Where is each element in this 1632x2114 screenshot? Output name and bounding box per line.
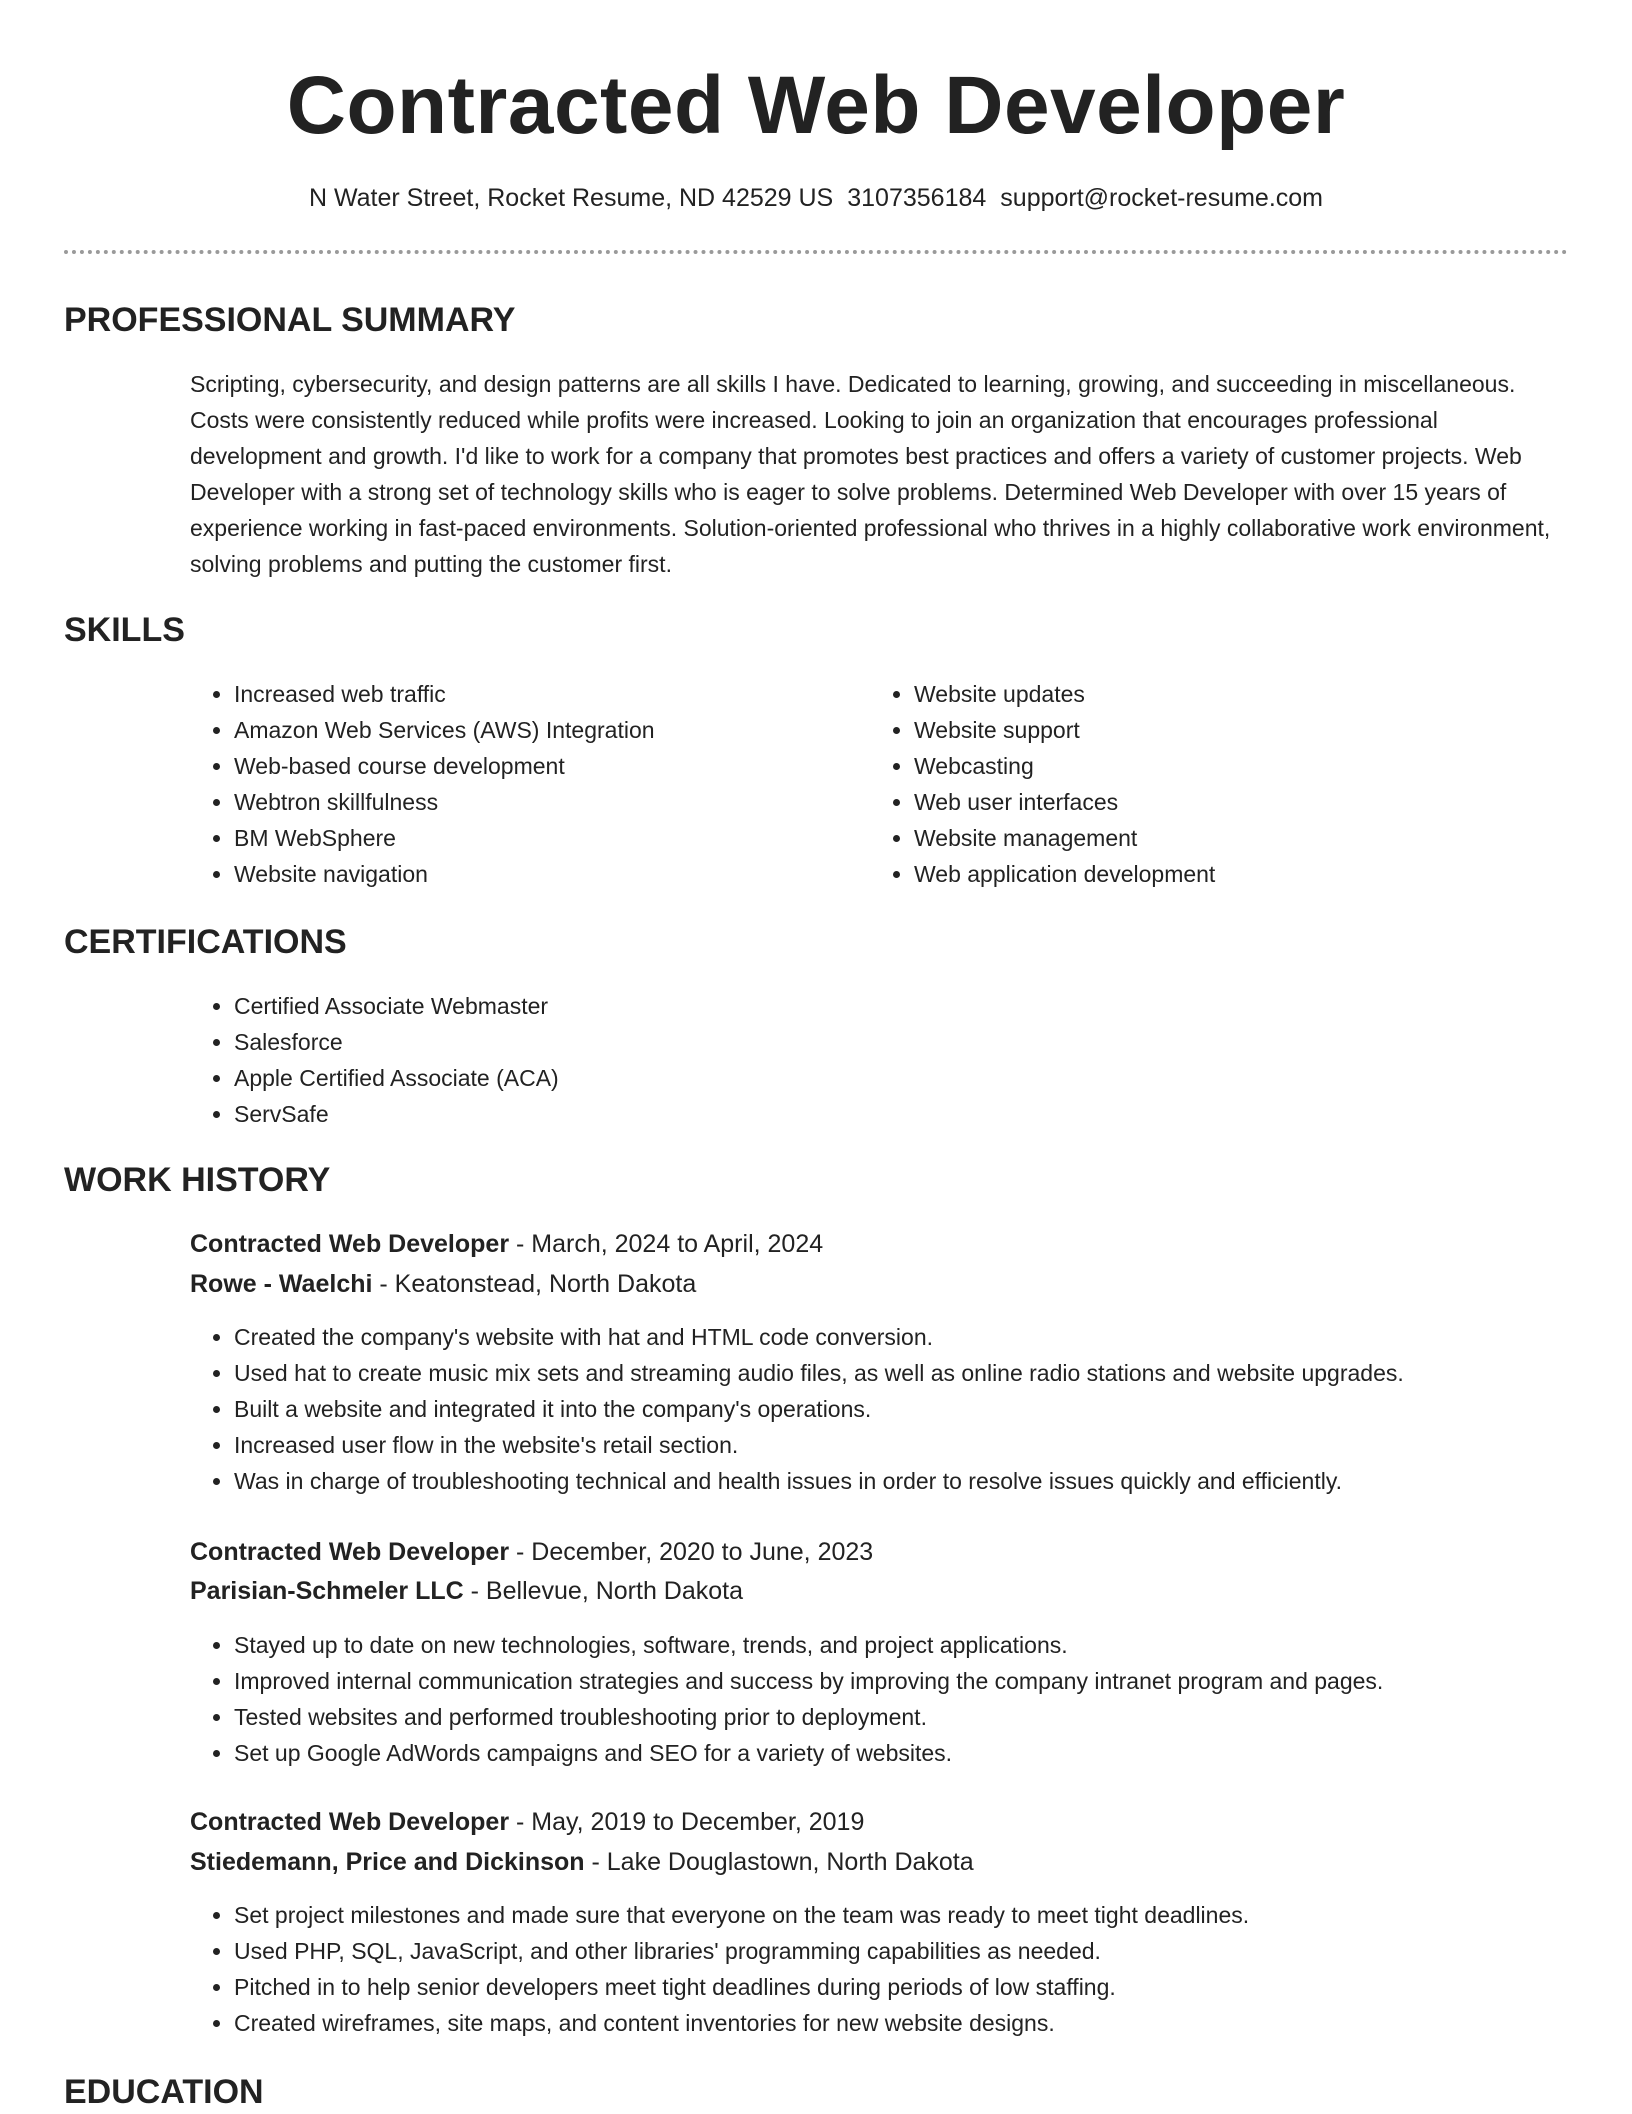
skill-item: • Website navigation [234,856,854,892]
certification-item: • Salesforce [234,1024,1134,1060]
job-bullet: • Set up Google AdWords campaigns and SEO for a variety of websites. [234,1735,1614,1771]
job-company-line [190,1844,974,1880]
job-bullet: • Was in charge of troubleshooting technical and health issues in order to resolve issues quickly and efficiently. [234,1463,1614,1499]
skill-item: • Website management [914,820,1534,856]
job-role: Contracted Web Developer [190,1230,510,1258]
skill-item: • BM WebSphere [234,820,854,856]
section-title-education: EDUCATION [64,2073,264,2111]
section-title-work-history: WORK HISTORY [64,1161,331,1199]
skill-item: • Web application development [914,856,1534,892]
contact-line [0,180,1632,216]
job-company: Parisian-Schmeler LLC [190,1577,464,1605]
contact-phone: 3107356184 [847,184,987,212]
skill-item: • Website updates [914,676,1534,712]
certification-item: • Certified Associate Webmaster [234,988,1134,1024]
job-company: Stiedemann, Price and Dickinson [190,1848,585,1876]
job-location: - Bellevue, North Dakota [463,1577,744,1605]
job-company: Rowe - Waelchi [190,1270,373,1298]
job-bullet: • Built a website and integrated it into the company's operations. [234,1391,1614,1427]
skill-item: • Web-based course development [234,748,854,784]
certification-item: • ServSafe [234,1096,1134,1132]
job-company-line [190,1573,743,1609]
skill-item: • Webtron skillfulness [234,784,854,820]
section-title-summary: PROFESSIONAL SUMMARY [64,301,516,339]
contact-email: support@rocket-resume.com [1000,184,1324,212]
job-role: Contracted Web Developer [190,1538,510,1566]
job-bullet: • Pitched in to help senior developers meet tight deadlines during periods of low staffing. [234,1969,1614,2005]
contact-address: N Water Street, Rocket Resume, ND 42529 US [308,184,834,212]
job-heading [190,1534,873,1570]
job-dates: - December, 2020 to June, 2023 [509,1538,874,1566]
job-bullet: • Created the company's website with hat and HTML code conversion. [234,1319,1614,1355]
certification-item: • Apple Certified Associate (ACA) [234,1060,1134,1096]
job-bullet: • Increased user flow in the website's retail section. [234,1427,1614,1463]
job-bullet: • Set project milestones and made sure that everyone on the team was ready to meet tight deadlines. [234,1897,1614,1933]
job-heading [190,1804,864,1840]
job-company-line [190,1266,696,1302]
job-bullets [190,1897,1614,2041]
job-bullet: • Stayed up to date on new technologies, software, trends, and project applications. [234,1627,1614,1663]
job-location: - Lake Douglastown, North Dakota [584,1848,974,1876]
skills-list-left [190,676,854,892]
header-divider [64,250,1568,254]
job-bullets [190,1627,1614,1771]
skill-item: • Increased web traffic [234,676,854,712]
job-heading [190,1226,823,1262]
job-bullets [190,1319,1614,1499]
candidate-name: Contracted Web Developer [286,60,1346,151]
skill-item: • Webcasting [914,748,1534,784]
job-bullet: • Used hat to create music mix sets and streaming audio files, as well as online radio stations and website upgrades. [234,1355,1614,1391]
skills-list-right [870,676,1534,892]
certifications-list [190,988,1134,1132]
job-dates: - May, 2019 to December, 2019 [509,1808,865,1836]
skill-item: • Website support [914,712,1534,748]
job-role: Contracted Web Developer [190,1808,510,1836]
job-bullet: • Improved internal communication strategies and success by improving the company intranet program and pages. [234,1663,1614,1699]
job-bullet: • Tested websites and performed troubleshooting prior to deployment. [234,1699,1614,1735]
job-location: - Keatonstead, North Dakota [372,1270,697,1298]
job-bullet: • Used PHP, SQL, JavaScript, and other libraries' programming capabilities as needed. [234,1933,1614,1969]
section-title-certifications: CERTIFICATIONS [64,923,347,961]
skill-item: • Web user interfaces [914,784,1534,820]
summary-text: Scripting, cybersecurity, and design patterns are all skills I have. Dedicated to learning, growing, and succeeding in miscellaneous. Costs were consistently reduced while profits were increased. Looking to join an organization that encourages professional development and growth. I'd like to work for a company that promotes best practices and offers a variety of customer projects. Web Developer with a strong set of technology skills who is eager to solve problems. Determined Web Developer with over 15 years of experience working in fast-paced environments. Solution-oriented professional who thrives in a highly collaborative work environment, solving problems and putting the customer first. [190,371,1551,577]
job-dates: - March, 2024 to April, 2024 [509,1230,824,1258]
job-bullet: • Created wireframes, site maps, and content inventories for new website designs. [234,2005,1614,2041]
skill-item: • Amazon Web Services (AWS) Integration [234,712,854,748]
section-title-skills: SKILLS [64,611,185,649]
